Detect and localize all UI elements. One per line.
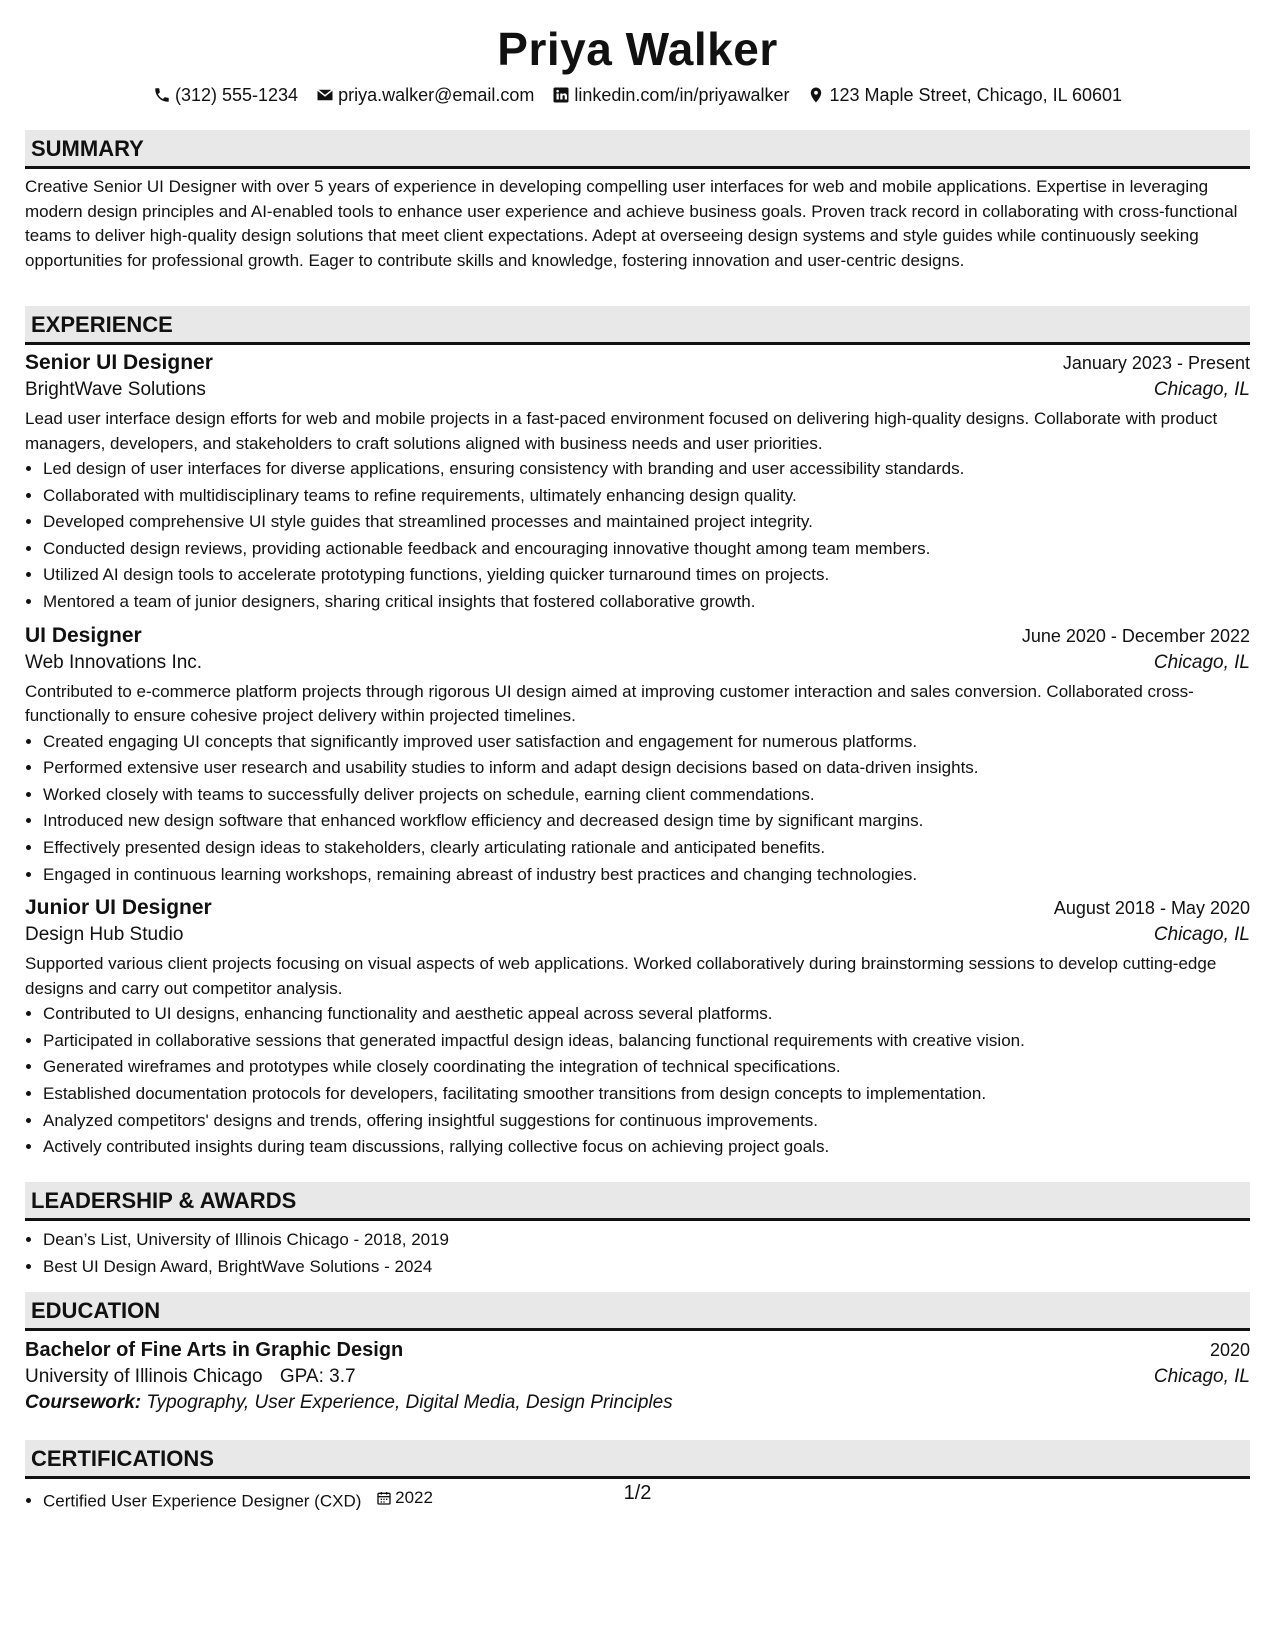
list-item: • Participated in collaborative sessions that generated impactful design ideas, balancing functional requirements with creative vision.: [43, 1028, 1250, 1055]
job-location: Chicago, IL: [1153, 379, 1250, 400]
contact-address: [807, 85, 1122, 106]
list-item: • Effectively presented design ideas to stakeholders, clearly articulating rationale and anticipated benefits.: [43, 835, 1250, 862]
address-text: 123 Maple Street, Chicago, IL 60601: [829, 84, 1123, 105]
job-company: BrightWave Solutions: [25, 379, 206, 400]
job-dates: June 2020 - December 2022: [1021, 625, 1250, 646]
list-item: • Conducted design reviews, providing actionable feedback and encouraging innovative thought among team members.: [43, 536, 1250, 563]
list-item: • Created engaging UI concepts that significantly improved user satisfaction and engagement for numerous platforms.: [43, 729, 1250, 756]
job-entry: [25, 351, 1250, 616]
job-bullets: [25, 1001, 1250, 1161]
candidate-name: Priya Walker: [497, 23, 778, 75]
education-section: [25, 1292, 1250, 1414]
map-pin-icon: [807, 86, 825, 104]
list-item: • Performed extensive user research and usability studies to inform and adapt design decisions based on data-driven insights.: [43, 755, 1250, 782]
list-item: • Mentored a team of junior designers, sharing critical insights that fostered collaborative growth.: [43, 589, 1250, 616]
section-title-summary: SUMMARY: [25, 130, 1250, 169]
job-description: Supported various client projects focusing on visual aspects of web applications. Worked collaboratively during brainstorming sessions to develop cutting-edge designs and carry out competitor analysis.: [25, 954, 1217, 998]
linkedin-icon: [552, 86, 570, 104]
degree: Bachelor of Fine Arts in Graphic Design: [25, 1339, 404, 1361]
job-dates: August 2018 - May 2020: [1053, 898, 1250, 919]
job-description: Contributed to e-commerce platform projects through rigorous UI design aimed at improving customer interaction and sales conversion. Collaborated cross-functionally to ensure cohesive project delivery within projected timelines.: [25, 681, 1194, 726]
school-name: University of Illinois Chicago: [25, 1366, 263, 1387]
experience-section: [25, 306, 1250, 1161]
job-dates: January 2023 - Present: [1062, 353, 1250, 373]
list-item: • Dean’s List, University of Illinois Chicago - 2018, 2019: [43, 1227, 1250, 1254]
envelope-icon: [316, 86, 334, 104]
list-item: • Best UI Design Award, BrightWave Solutions - 2024: [43, 1254, 1250, 1281]
certification-year: 2022: [395, 1488, 433, 1507]
phone-text: (312) 555-1234: [174, 84, 299, 105]
list-item: • Analyzed competitors' designs and trends, offering insightful suggestions for continuous improvements.: [43, 1108, 1250, 1135]
list-item: • Actively contributed insights during team discussions, rallying collective focus on achieving project goals.: [43, 1134, 1250, 1161]
leadership-section: [25, 1182, 1250, 1280]
resume-page: [25, 0, 1250, 1511]
summary-section: [25, 130, 1250, 273]
job-location: Chicago, IL: [1153, 924, 1250, 946]
coursework-label: Coursework:: [25, 1392, 142, 1413]
summary-text: Creative Senior UI Designer with over 5 years of experience in developing compelling user interfaces for web and mobile applications. Expertise in leveraging modern design principles and AI-enabled tools to enhance user experience and achieve business goals. Proven track record in collaborating with cross-functional teams to deliver high-quality design solutions that meet client expectations. Adept at overseeing design systems and style guides while continuously seeking opportunities for professional growth. Eager to contribute skills and knowledge, fostering innovation and user-centric designs.: [25, 177, 1238, 270]
email-text[interactable]: priya.walker@email.com: [338, 84, 535, 105]
job-company: Design Hub Studio: [25, 924, 184, 946]
job-title: Junior UI Designer: [25, 896, 212, 920]
contact-bar: [25, 82, 1250, 108]
job-title: UI Designer: [25, 623, 142, 647]
school-location: Chicago, IL: [1153, 1366, 1250, 1387]
job-bullets: [25, 456, 1250, 616]
job-description: Lead user interface design efforts for web and mobile projects in a fast-paced environment focused on delivering high-quality designs. Collaborate with product managers, developers, and stakeholders to craft solutions aligned with business needs and user priorities.: [25, 409, 1218, 453]
coursework: [25, 1392, 1250, 1414]
list-item: • Established documentation protocols for developers, facilitating smoother transitions from design concepts to implementation.: [43, 1081, 1250, 1108]
job-title: Senior UI Designer: [25, 351, 213, 374]
contact-email[interactable]: [316, 85, 534, 106]
list-item: • Worked closely with teams to successfully deliver projects on schedule, earning client commendations.: [43, 782, 1250, 809]
job-company: Web Innovations Inc.: [25, 651, 203, 673]
section-title-leadership: LEADERSHIP & AWARDS: [25, 1182, 1250, 1221]
list-item: • Developed comprehensive UI style guides that streamlined processes and maintained project integrity.: [43, 509, 1250, 536]
section-title-experience: EXPERIENCE: [25, 306, 1250, 345]
list-item: • Contributed to UI designs, enhancing functionality and aesthetic appeal across several platforms.: [43, 1001, 1250, 1028]
section-title-certifications: CERTIFICATIONS: [25, 1440, 1250, 1479]
leadership-list: [25, 1227, 1250, 1280]
job-entry: [25, 624, 1250, 889]
certification-name: Certified User Experience Designer (CXD): [43, 1491, 362, 1511]
job-location: Chicago, IL: [1153, 651, 1250, 673]
linkedin-text[interactable]: linkedin.com/in/priyawalker: [574, 84, 790, 105]
contact-phone: [153, 85, 298, 106]
coursework-text: Typography, User Experience, Digital Media, Design Principles: [146, 1392, 673, 1413]
gpa: GPA: 3.7: [279, 1366, 356, 1387]
list-item: • Introduced new design software that enhanced workflow efficiency and decreased design time by significant margins.: [43, 808, 1250, 835]
phone-icon: [153, 86, 171, 104]
list-item: • Engaged in continuous learning workshops, remaining abreast of industry best practices and changing technologies.: [43, 862, 1250, 889]
list-item: • Utilized AI design tools to accelerate prototyping functions, yielding quicker turnaround times on projects.: [43, 562, 1250, 589]
list-item: • Collaborated with multidisciplinary teams to refine requirements, ultimately enhancing design quality.: [43, 483, 1250, 510]
job-bullets: [25, 729, 1250, 889]
contact-linkedin[interactable]: [552, 85, 789, 106]
job-entry: [25, 896, 1250, 1161]
list-item: • Generated wireframes and prototypes while closely coordinating the integration of technical specifications.: [43, 1054, 1250, 1081]
page-number: 1/2: [623, 1482, 652, 1504]
graduation-year: 2020: [1209, 1340, 1250, 1360]
section-title-education: EDUCATION: [25, 1292, 1250, 1331]
list-item: • Led design of user interfaces for diverse applications, ensuring consistency with branding and user accessibility standards.: [43, 456, 1250, 483]
